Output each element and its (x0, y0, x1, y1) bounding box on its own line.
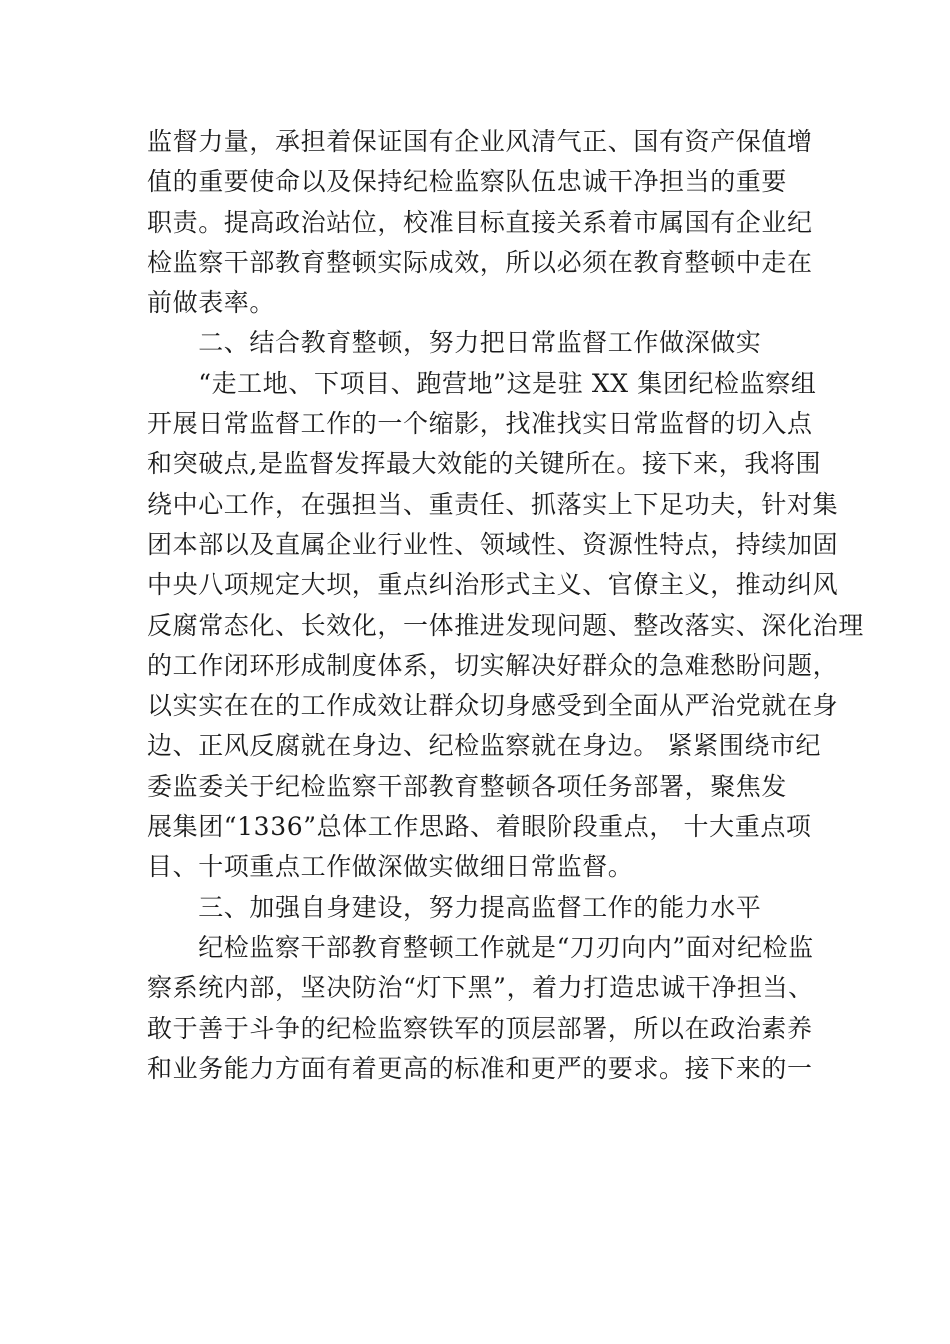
text-line: 绕中心工作，在强担当、重责任、抓落实上下足功夫，针对集 (147, 489, 839, 519)
text-line: 反腐常态化、长效化，一体推进发现问题、整改落实、深化治理 (147, 610, 864, 640)
text-line: 和业务能力方面有着更高的标准和更严的要求。接下来的一 (147, 1053, 813, 1083)
text-line: 职责。提高政治站位，校准目标直接关系着市属国有企业纪 (147, 207, 813, 237)
text-line: 前做表率。 (147, 288, 276, 318)
text-line: 察系统内部，坚决防治“灯下黑”，着力打造忠诚干净担当、 (147, 973, 814, 1003)
document-body (147, 122, 864, 1089)
text-line: 纪检监察干部教育整顿工作就是“刀刃向内”面对纪检监 (147, 932, 814, 962)
text-line: 敢于善于斗争的纪检监察铁军的顶层部署，所以在政治素养 (147, 1013, 813, 1043)
text-line: 以实实在在的工作成效让群众切身感受到全面从严治党就在身 (147, 691, 839, 721)
text-line: 展集团“1336”总体工作思路、着眼阶段重点， 十大重点项 (147, 812, 812, 842)
section-heading-3: 三、加强自身建设，努力提高监督工作的能力水平 (147, 892, 762, 922)
text-line: 和突破点,是监督发挥最大效能的关键所在。接下来，我将围 (147, 449, 822, 479)
text-line: 目、十项重点工作做深做实做细日常监督。 (147, 852, 634, 882)
text-line: 中央八项规定大坝，重点纠治形式主义、官僚主义，推动纠风 (147, 570, 839, 600)
text-line: 团本部以及直属企业行业性、领域性、资源性特点，持续加固 (147, 529, 839, 559)
text-line: 值的重要使命以及保持纪检监察队伍忠诚干净担当的重要 (147, 167, 788, 197)
text-line: 检监察干部教育整顿实际成效，所以必须在教育整顿中走在 (147, 247, 813, 277)
text-line: 边、正风反腐就在身边、纪检监察就在身边。 紧紧围绕市纪 (147, 731, 822, 761)
text-line: 委监委关于纪检监察干部教育整顿各项任务部署，聚焦发 (147, 771, 788, 801)
text-line: 监督力量，承担着保证国有企业风清气正、国有资产保值增 (147, 127, 813, 156)
section-heading-2: 二、结合教育整顿，努力把日常监督工作做深做实 (147, 328, 762, 358)
text-line: 的工作闭环形成制度体系，切实解决好群众的急难愁盼问题， (147, 650, 839, 680)
text-line: “走工地、下项目、跑营地”这是驻 XX 集团纪检监察组 (147, 368, 817, 398)
text-line: 开展日常监督工作的一个缩影，找准找实日常监督的切入点 (147, 409, 813, 439)
